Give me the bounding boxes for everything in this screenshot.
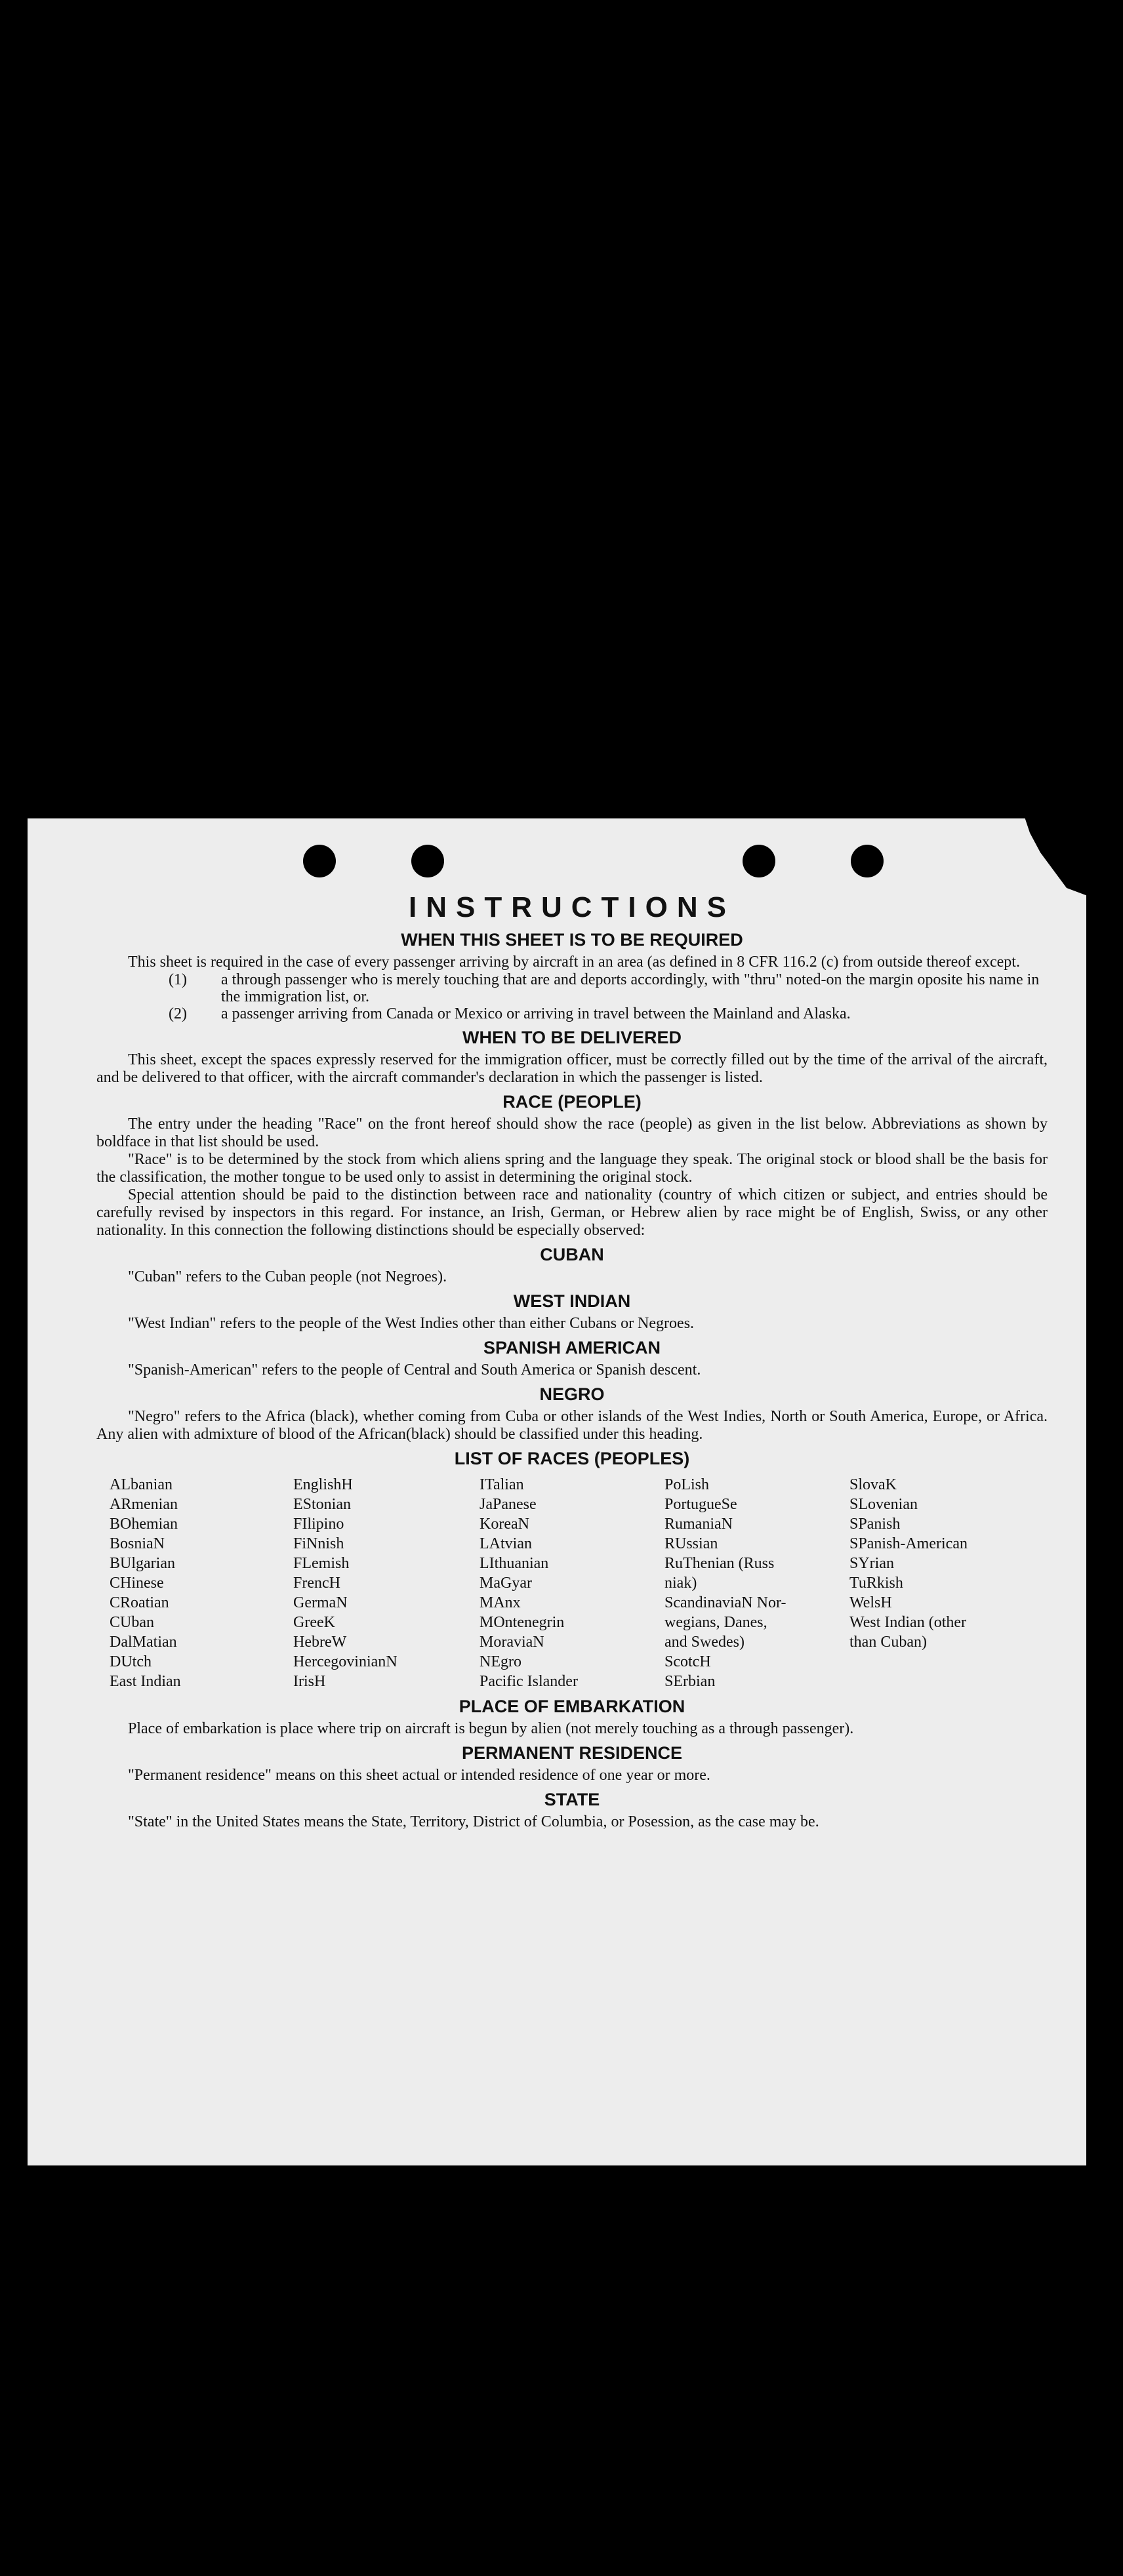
punch-hole [743,845,775,877]
race-entry: JaPanese [480,1496,537,1513]
races-column [664,1475,849,1691]
race-entry: SPanish-American [849,1535,968,1552]
section-text-negro: "Negro" refers to the Africa (black), whether coming from Cuba or other islands of the West Indies, North or South America, Europe, or Africa. Any alien with admixture of blood of the African(black) should be classified under this heading. [96,1408,1048,1443]
race-entry: MoraviaN [480,1634,544,1651]
page-title: INSTRUCTIONS [409,891,735,923]
race-entry: KoreaN [480,1516,529,1533]
section-heading-negro: NEGRO [539,1384,605,1404]
race-entry: DUtch [110,1653,152,1670]
section-heading-spanish-american: SPANISH AMERICAN [483,1338,661,1358]
race-entry: SPanish [849,1516,901,1533]
race-entry: FrencH [293,1575,340,1592]
races-column [849,1475,1040,1691]
section-text-cuban: "Cuban" refers to the Cuban people (not Negroes). [128,1268,447,1285]
race-entry: LIthuanian [480,1555,549,1572]
race-entry: EStonian [293,1496,351,1513]
section-heading-residence: PERMANENT RESIDENCE [461,1743,683,1763]
race-entry: PoLish [664,1476,710,1493]
race-entry: West Indian (other than Cuban) [849,1614,967,1651]
race-entry: FLemish [293,1555,350,1572]
section-text-state: "State" in the United States means the State, Territory, District of Columbia, or Posession, as the case may be. [128,1813,819,1830]
race-entry: ALbanian [110,1476,173,1493]
race-entry: SErbian [664,1673,716,1690]
race-entry: MaGyar [480,1575,532,1592]
race-entry: HercegovinianN [293,1653,398,1670]
race-entry: CHinese [110,1575,164,1592]
instructions-content [96,891,1048,1831]
section-heading-delivered: WHEN TO BE DELIVERED [462,1028,682,1047]
race-entry: ARmenian [110,1496,178,1513]
races-list [110,1475,1048,1691]
list-text: a passenger arriving from Canada or Mexico or arriving in travel between the Mainland and Alaska. [221,1005,851,1022]
race-entry: BOhemian [110,1516,178,1533]
race-entry: ScotcH [664,1653,711,1670]
punch-hole [303,845,336,877]
race-entry: TuRkish [849,1575,903,1592]
race-entry: NEgro [480,1653,521,1670]
race-entry: RuThenian (Russ niak) [664,1555,775,1592]
race-entry: MAnx [480,1594,521,1611]
race-entry: SYrian [849,1555,894,1572]
race-entry: SlovaK [849,1476,897,1493]
section-heading-state: STATE [544,1790,600,1809]
race-entry: RumaniaN [664,1516,733,1533]
race-entry: ScandinaviaN Nor- wegians, Danes, and Swedes) [664,1594,786,1651]
section-heading-cuban: CUBAN [540,1245,604,1264]
races-column [110,1475,293,1691]
race-entry: EnglishH [293,1476,353,1493]
section-heading-required: WHEN THIS SHEET IS TO BE REQUIRED [401,930,743,950]
list-number: (1) [169,971,187,988]
section-heading-race: RACE (PEOPLE) [502,1092,642,1112]
section-text-spanish-american: "Spanish-American" refers to the people of Central and South America or Spanish descent. [128,1361,701,1379]
race-entry: HebreW [293,1634,347,1651]
section-text-west-indian: "West Indian" refers to the people of the West Indies other than either Cubans or Negroes. [128,1315,695,1332]
race-entry: FIlipino [293,1516,344,1533]
section-text-delivered: This sheet, except the spaces expressly reserved for the immigration officer, must be correctly filled out by the time of the arrival of the aircraft, and be delivered to that officer, with the aircraft commander's declaration in which the passenger is listed. [96,1051,1048,1086]
race-entry: RUssian [664,1535,718,1552]
race-entry: IrisH [293,1673,326,1690]
list-item [96,1005,1048,1022]
races-column [480,1475,664,1691]
race-entry: FiNnish [293,1535,344,1552]
torn-corner [983,817,1088,896]
section-heading-races: LIST OF RACES (PEOPLES) [454,1449,690,1468]
race-entry: CRoatian [110,1594,169,1611]
section-heading-west-indian: WEST INDIAN [513,1291,631,1311]
race-entry: East Indian [110,1673,181,1690]
punch-hole [851,845,884,877]
race-entry: DalMatian [110,1634,177,1651]
race-entry: GermaN [293,1594,348,1611]
list-number: (2) [169,1005,187,1022]
section-text-required: This sheet is required in the case of every passenger arriving by aircraft in an area (as defined in 8 CFR 116.2 (c) from outside thereof except. [128,954,1020,971]
instruction-sheet [28,818,1086,2165]
race-entry: MOntenegrin [480,1614,565,1631]
race-entry: SLovenian [849,1496,918,1513]
race-paragraph-2: "Race" is to be determined by the stock from which aliens spring and the language they speak. The original stock or blood shall be the basis for the classification, the mother tongue to be used only to assist in determining the original stock. [96,1151,1048,1186]
list-text: a through passenger who is merely touching that are and deports accordingly, with "thru" noted-on the margin oposite his name in the immigration list, or. [221,971,1040,1005]
race-paragraph-1: The entry under the heading "Race" on the front hereof should show the race (people) as given in the list below. Abbreviations as shown by boldface in that list should be used. [96,1116,1048,1150]
race-entry: LAtvian [480,1535,532,1552]
race-entry: CUban [110,1614,154,1631]
race-entry: PortugueSe [664,1496,737,1513]
list-item [96,971,1048,1005]
race-paragraph-3: Special attention should be paid to the distinction between race and nationality (country of which citizen or subject, and entries should be carefully revised by inspectors in this regard. For instance, an Irish, German, or Hebrew alien by race might be of English, Swiss, or any other nationality. In this connection the following distinctions should be especially observed: [96,1186,1048,1239]
section-text-residence: "Permanent residence" means on this sheet actual or intended residence of one year or more. [128,1767,710,1784]
races-column [293,1475,480,1691]
section-text-embarkation: Place of embarkation is place where trip on aircraft is begun by alien (not merely touching as a through passenger). [128,1720,854,1737]
race-entry: GreeK [293,1614,335,1631]
race-entry: BosniaN [110,1535,165,1552]
race-entry: BUlgarian [110,1555,175,1572]
race-entry: Pacific Islander [480,1673,578,1690]
race-entry: ITalian [480,1476,524,1493]
punch-hole [411,845,444,877]
section-heading-embarkation: PLACE OF EMBARKATION [459,1697,685,1716]
race-entry: WelsH [849,1594,892,1611]
